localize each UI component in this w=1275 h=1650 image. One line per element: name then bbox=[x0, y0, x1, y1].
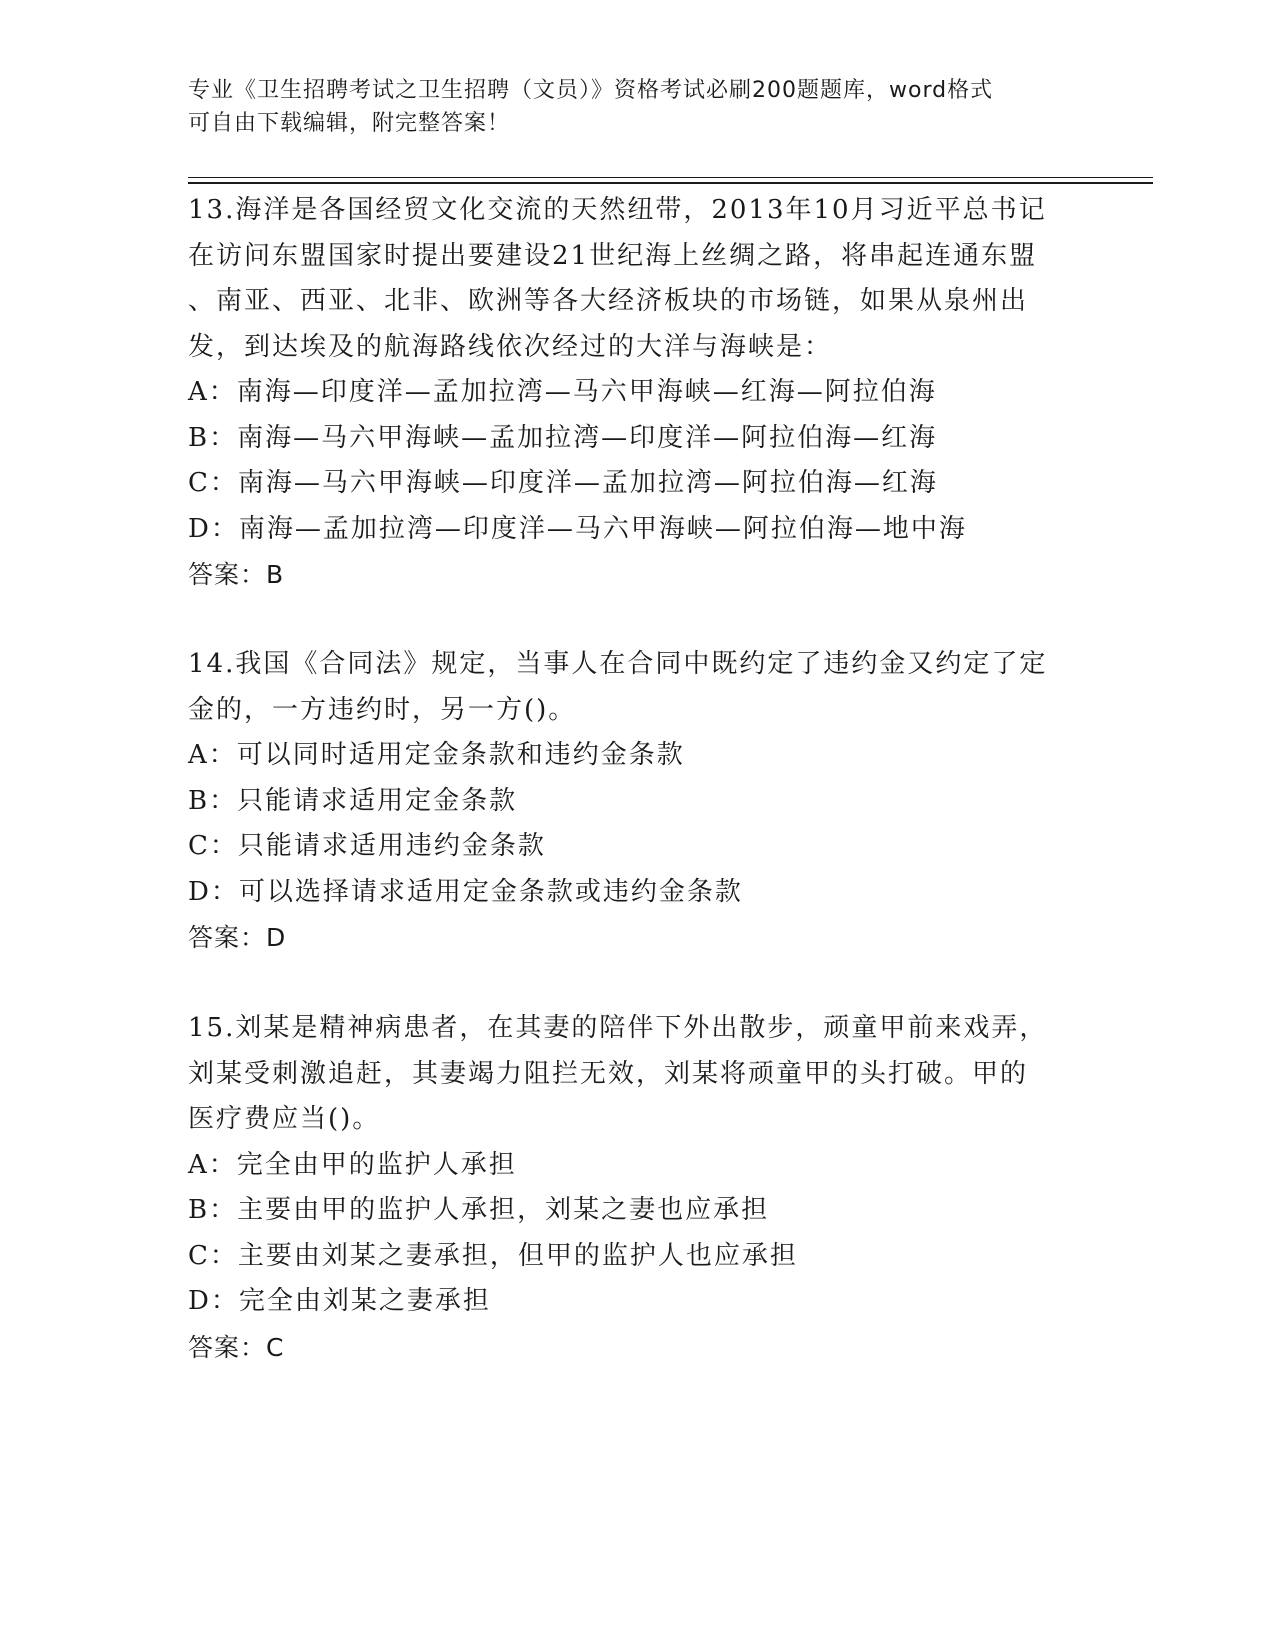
option-c: C：主要由刘某之妻承担，但甲的监护人也应承担 bbox=[188, 1240, 798, 1271]
answer-line: 答案：C bbox=[188, 1332, 285, 1362]
question-13 bbox=[188, 188, 1088, 598]
question-stem-line: 金的，一方违约时，另一方()。 bbox=[188, 694, 577, 725]
option-b: B：主要由甲的监护人承担，刘某之妻也应承担 bbox=[188, 1195, 770, 1225]
option-d: D：完全由刘某之妻承担 bbox=[188, 1286, 491, 1316]
option-b: B：只能请求适用定金条款 bbox=[188, 785, 518, 816]
question-stem-line: 医疗费应当()。 bbox=[188, 1104, 381, 1134]
question-stem-line: 发，到达埃及的航海路线依次经过的大洋与海峡是： bbox=[188, 331, 833, 362]
option-c: C：南海—马六甲海峡—印度洋—孟加拉湾—阿拉伯海—红海 bbox=[188, 468, 938, 498]
answer-line: 答案：B bbox=[188, 560, 285, 589]
option-d: D：南海—孟加拉湾—印度洋—马六甲海峡—阿拉伯海—地中海 bbox=[188, 513, 967, 544]
question-15 bbox=[188, 1006, 1088, 1370]
question-stem-line: 在访问东盟国家时提出要建设21世纪海上丝绸之路，将串起连通东盟 bbox=[188, 240, 1038, 271]
header-divider-thin bbox=[188, 177, 1153, 178]
option-a: A：南海—印度洋—孟加拉湾—马六甲海峡—红海—阿拉伯海 bbox=[188, 377, 937, 407]
option-d: D：可以选择请求适用定金条款或违约金条款 bbox=[188, 876, 743, 907]
option-b: B：南海—马六甲海峡—孟加拉湾—印度洋—阿拉伯海—红海 bbox=[188, 422, 938, 453]
question-stem-line: 13.海洋是各国经贸文化交流的天然纽带，2013年10月习近平总书记 bbox=[188, 195, 1047, 225]
question-stem-line: 15.刘某是精神病患者，在其妻的陪伴下外出散步，顽童甲前来戏弄， bbox=[188, 1013, 1048, 1043]
header-line-1: 专业《卫生招聘考试之卫生招聘（文员）》资格考试必刷200题题库，word格式 bbox=[188, 78, 994, 103]
option-a: A：可以同时适用定金条款和违约金条款 bbox=[188, 740, 685, 770]
option-a: A：完全由甲的监护人承担 bbox=[188, 1149, 517, 1180]
header-divider-thick bbox=[188, 182, 1153, 184]
question-14 bbox=[188, 642, 1088, 961]
question-stem-line: 14.我国《合同法》规定，当事人在合同中既约定了违约金又约定了定 bbox=[188, 649, 1048, 679]
question-stem-line: 、南亚、西亚、北非、欧洲等各大经济板块的市场链，如果从泉州出 bbox=[188, 286, 1029, 316]
answer-line: 答案：D bbox=[188, 923, 287, 952]
document-header bbox=[188, 74, 1088, 140]
header-line-2: 可自由下载编辑，附完整答案！ bbox=[188, 111, 511, 136]
option-c: C：只能请求适用违约金条款 bbox=[188, 831, 546, 861]
question-stem-line: 刘某受刺激追赶，其妻竭力阻拦无效，刘某将顽童甲的头打破。甲的 bbox=[188, 1058, 1029, 1089]
